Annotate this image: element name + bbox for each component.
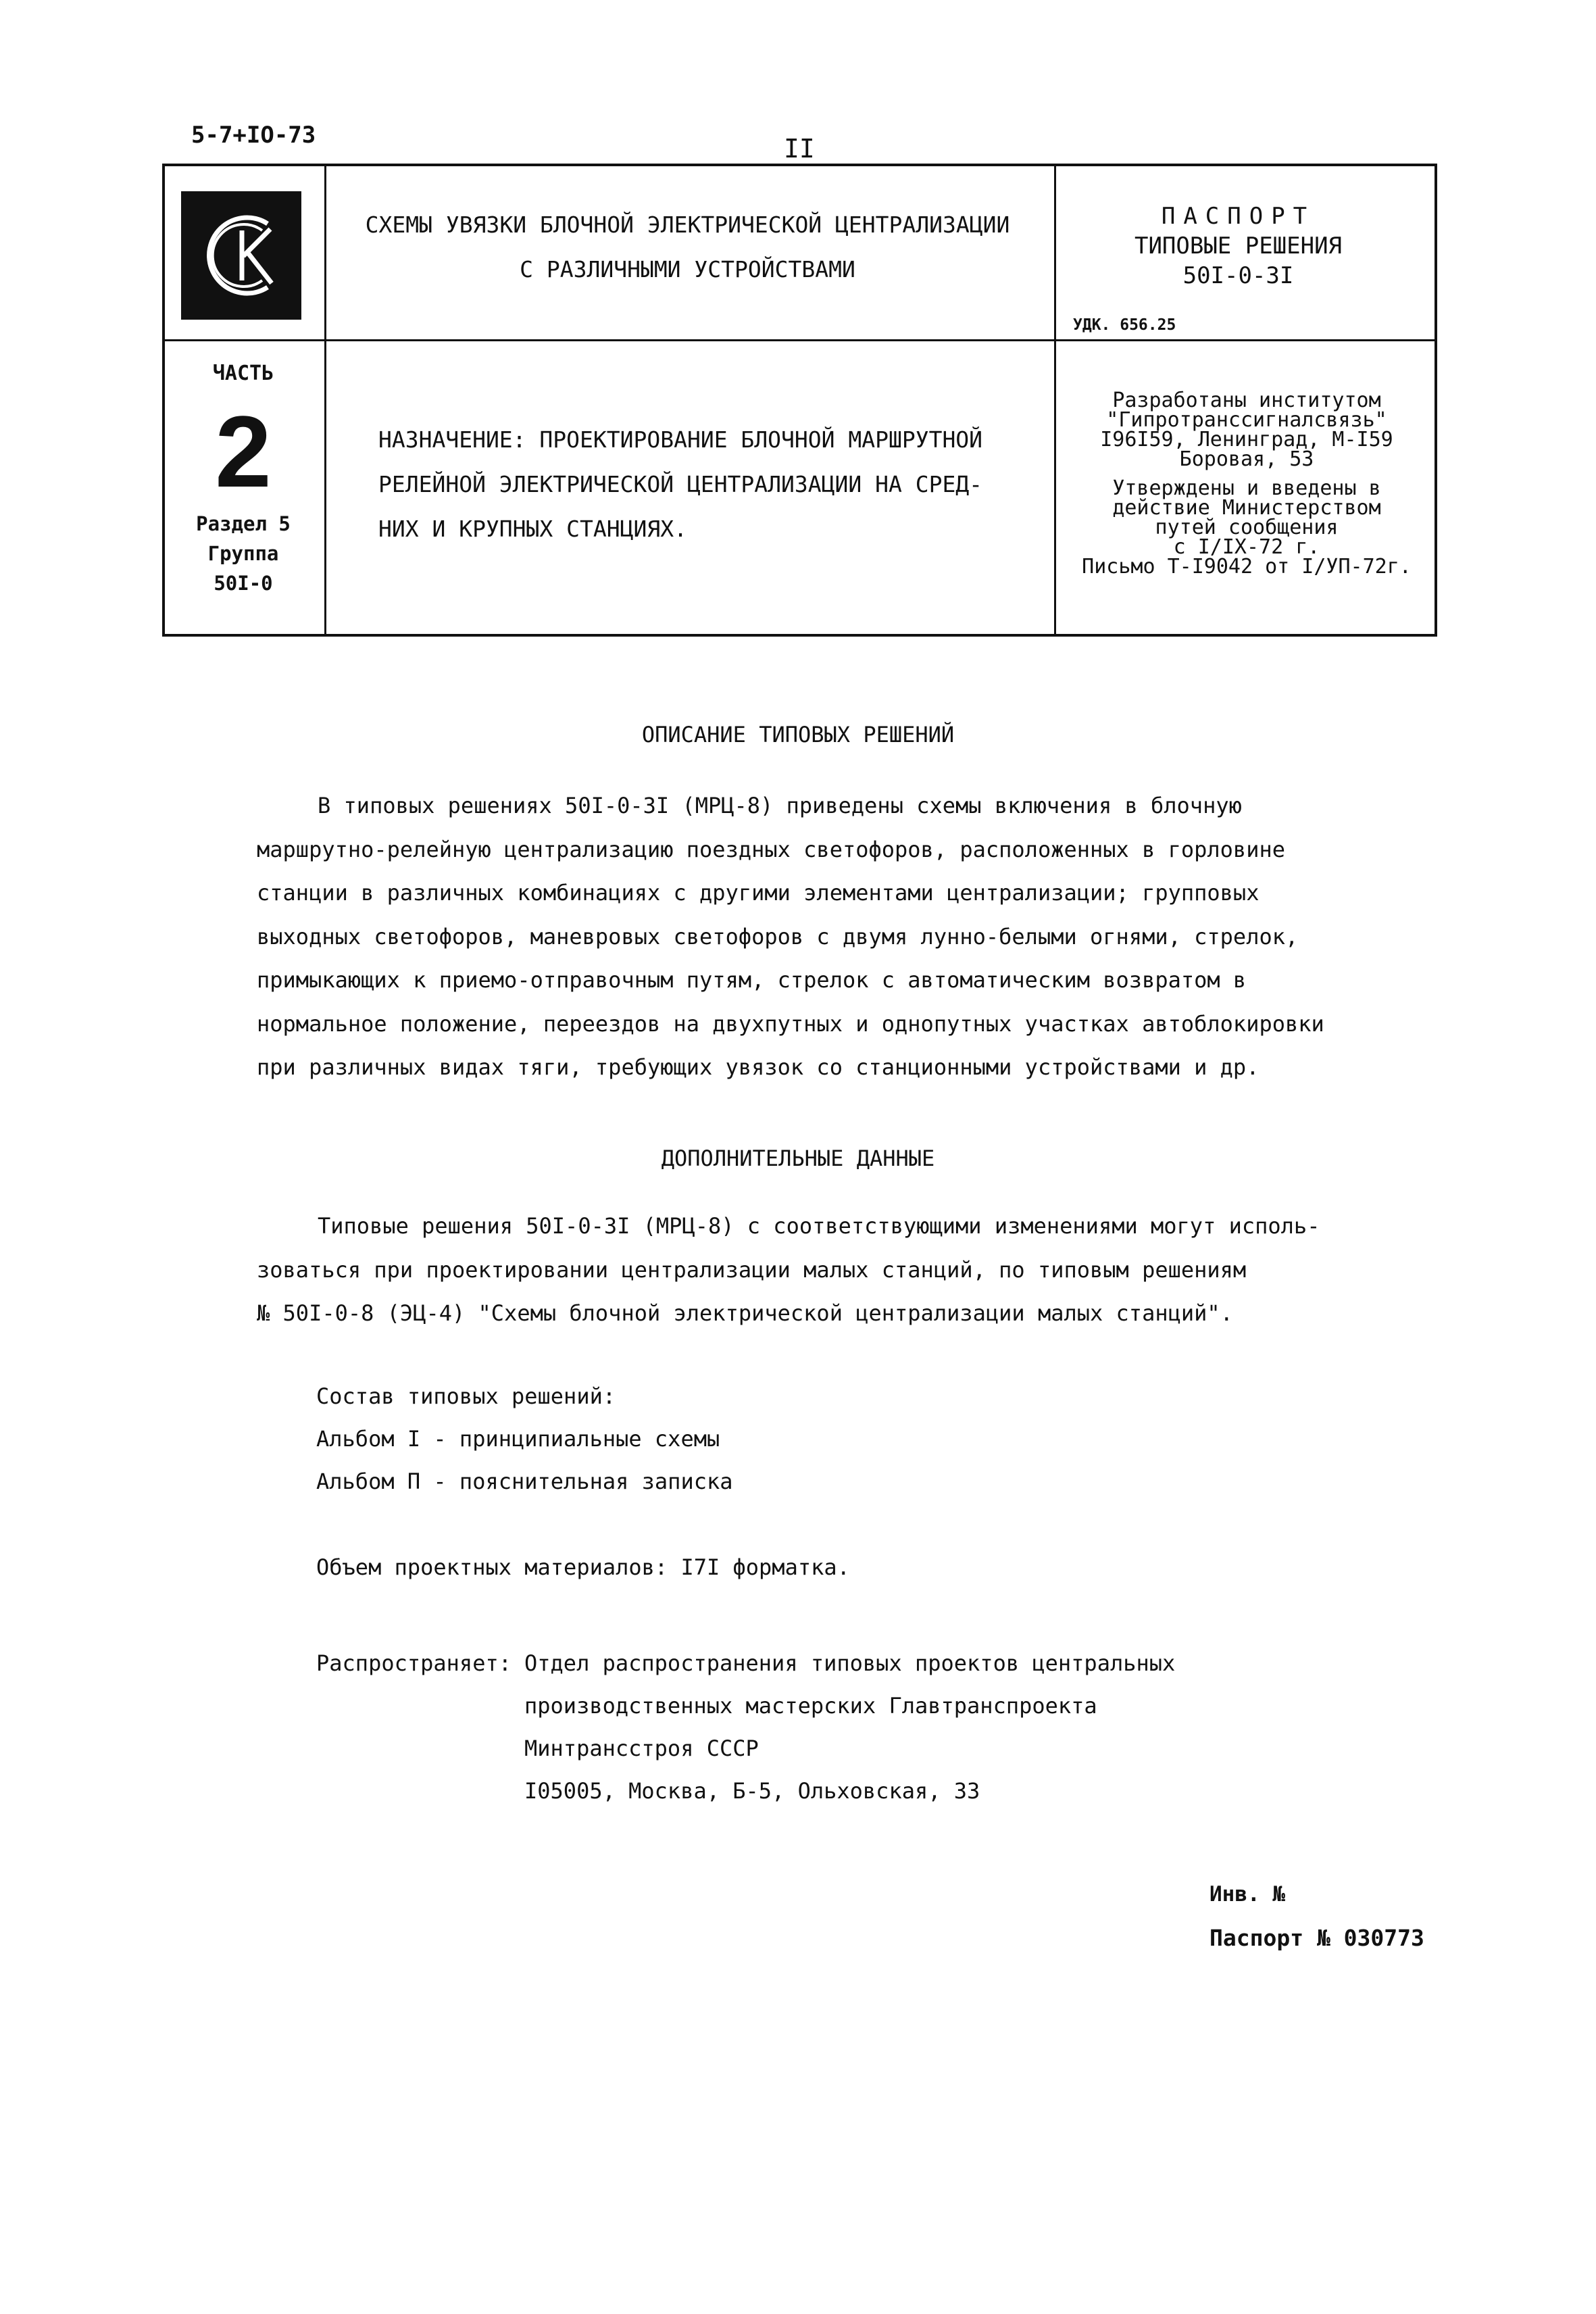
address-line: производственных мастерских Главтранспроекта — [524, 1693, 1097, 1719]
group-label: Группа — [207, 541, 279, 565]
paragraph-line: зоваться при проектировании централизации малых станций, по типовым решениям — [257, 1256, 1247, 1283]
developer-line: Боровая, 53 — [1179, 447, 1314, 471]
section-label: Раздел 5 — [196, 512, 291, 535]
address-line: I05005, Москва, Б-5, Ольховская, 33 — [524, 1778, 980, 1804]
inventory-number: Инв. № — [1210, 1882, 1285, 1906]
group-number: 50I-0 — [214, 571, 273, 595]
developer-line: "Гипротранссигналсвязь" — [1106, 408, 1387, 432]
paragraph-line: В типовых решениях 50I-0-3I (МРЦ-8) приведены схемы включения в блочную — [318, 793, 1242, 818]
purpose-text — [378, 418, 1020, 551]
developer-line: Разработаны институтом — [1112, 389, 1381, 412]
page-number: II — [784, 134, 815, 164]
list-item: Альбом I - принципиальные схемы — [316, 1426, 720, 1452]
developer-block — [1064, 391, 1429, 576]
udk-code: УДК. 656.25 — [1073, 316, 1176, 334]
passport-number-footer: Паспорт № 030773 — [1210, 1925, 1424, 1951]
purpose-line: НИХ И КРУПНЫХ СТАНЦИЯХ. — [378, 516, 687, 542]
document-code: 5-7+IO-73 — [191, 122, 316, 149]
developer-line: Утверждены и введены в — [1112, 476, 1381, 500]
address-line: Отдел распространения типовых проектов центральных — [524, 1650, 1176, 1676]
distribution-label: Распространяет: — [316, 1650, 512, 1676]
distribution-address — [524, 1642, 1175, 1813]
table-divider — [165, 339, 1435, 341]
passport-number: 50I-0-3I — [1182, 262, 1294, 289]
composition-list — [316, 1375, 733, 1503]
developer-line: путей сообщения — [1155, 516, 1339, 539]
paragraph-line: нормальное положение, переездов на двухпутных и однопутных участках автоблокировки — [257, 1010, 1324, 1037]
volume-text: Объем проектных материалов: I7I форматка. — [316, 1554, 850, 1580]
developer-line: с I/IX-72 г. — [1173, 535, 1320, 559]
developer-line: действие Министерством — [1112, 496, 1381, 520]
paragraph-line: № 50I-0-8 (ЭЦ-4) "Схемы блочной электрической централизации малых станций". — [257, 1300, 1233, 1326]
passport-title: ПАСПОРТ — [1161, 203, 1316, 230]
list-item: Альбом П - пояснительная записка — [316, 1469, 733, 1494]
document-title — [328, 203, 1047, 292]
ck-logo-icon — [181, 191, 301, 320]
developer-line: Письмо Т-I9042 от I/УП-72г. — [1082, 555, 1412, 578]
description-paragraph — [257, 784, 1419, 1089]
title-line: СХЕМЫ УВЯЗКИ БЛОЧНОЙ ЭЛЕКТРИЧЕСКОЙ ЦЕНТРАЛИЗАЦИИ — [365, 212, 1010, 238]
additional-paragraph — [257, 1204, 1419, 1335]
table-divider — [324, 166, 326, 634]
paragraph-line: при различных видах тяги, требующих увязок со станционными устройствами и др. — [257, 1054, 1260, 1080]
developer-line: I96I59, Ленинград, М-I59 — [1100, 428, 1393, 451]
passport-type: ТИПОВЫЕ РЕШЕНИЯ — [1134, 232, 1343, 260]
passport-block — [1057, 201, 1419, 291]
paragraph-line: станции в различных комбинациях с другими элементами централизации; групповых — [257, 880, 1260, 906]
composition-title: Состав типовых решений: — [316, 1383, 616, 1409]
purpose-line: РЕЛЕЙНОЙ ЭЛЕКТРИЧЕСКОЙ ЦЕНТРАЛИЗАЦИИ НА СРЕД- — [378, 471, 983, 497]
paragraph-line: выходных светофоров, маневровых светофоров с двумя лунно-белыми огнями, стрелок, — [257, 923, 1299, 950]
part-number: 2 — [215, 395, 272, 508]
additional-title: ДОПОЛНИТЕЛЬНЫЕ ДАННЫЕ — [661, 1146, 935, 1171]
paragraph-line: маршрутно-релейную централизацию поездных светофоров, расположенных в горловине — [257, 836, 1285, 862]
description-title: ОПИСАНИЕ ТИПОВЫХ РЕШЕНИЙ — [641, 722, 955, 747]
address-line: Минтрансстроя СССР — [524, 1736, 759, 1761]
purpose-line: НАЗНАЧЕНИЕ: ПРОЕКТИРОВАНИЕ БЛОЧНОЙ МАРШРУТНОЙ — [378, 426, 983, 453]
title-line: С РАЗЛИЧНЫМИ УСТРОЙСТВАМИ — [520, 256, 855, 282]
paragraph-line: примыкающих к приемо-отправочным путям, стрелок с автоматическим возвратом в — [257, 967, 1247, 993]
part-block — [165, 362, 322, 595]
part-label: ЧАСТЬ — [212, 362, 274, 385]
table-divider — [1054, 166, 1056, 634]
paragraph-line: Типовые решения 50I-0-3I (МРЦ-8) с соответствующими изменениями могут исполь- — [318, 1213, 1320, 1239]
